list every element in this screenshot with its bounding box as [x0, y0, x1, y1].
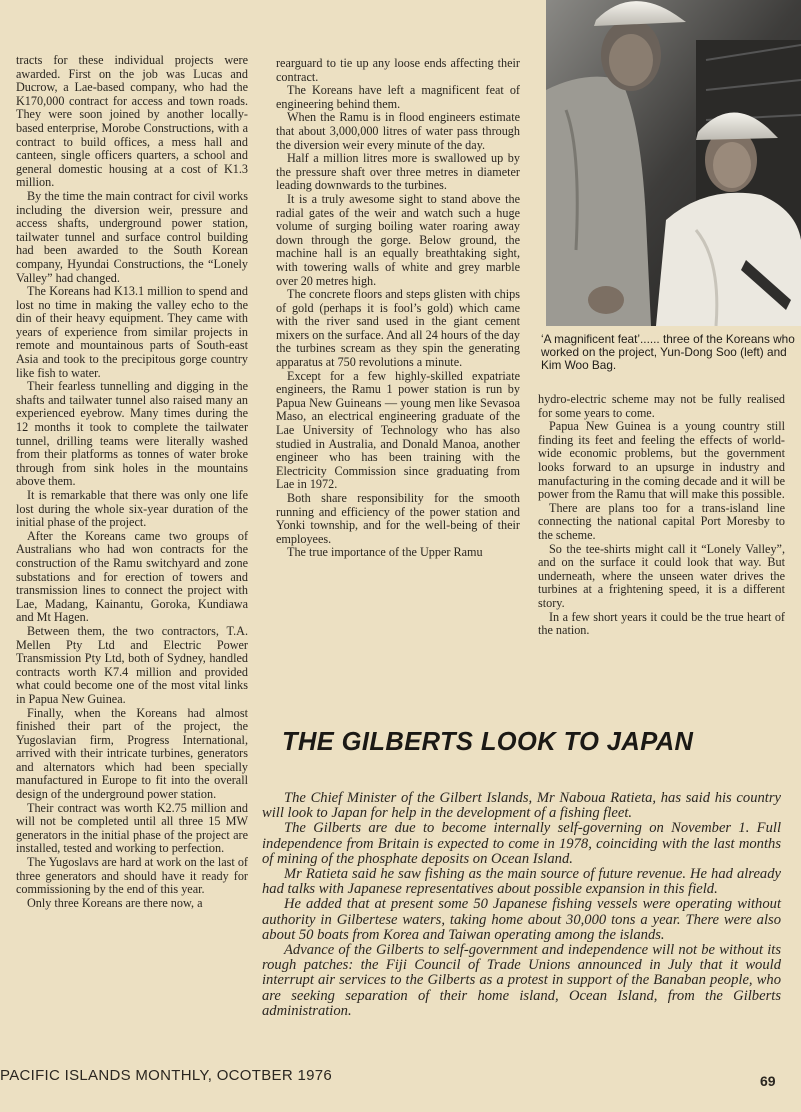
paragraph: hydro-electric scheme may not be fully realised for some years to come. — [538, 392, 785, 420]
paragraph: In a few short years it could be the true heart of the nation. — [538, 609, 785, 638]
page-number: 69 — [760, 1073, 776, 1089]
paragraph: The Yugoslavs are hard at work on the last of three generators and should have it ready for commissioning by the end of this year. — [16, 855, 248, 897]
paragraph: rearguard to tie up any loose ends affecting their contract. — [276, 56, 520, 84]
paragraph: Half a million litres more is swallowed up by the pressure shaft over three metres in diameter leading downwards to the turbines. — [276, 151, 520, 193]
paragraph: The Koreans have left a magnificent feat of engineering behind them. — [276, 83, 520, 111]
paragraph: tracts for these individual projects were awarded. First on the job was Lucas and Ducrow, a Lae-based company, who had the K170,000 contract for access and town roads. They were soon joined by another locally-based enterprise, Morobe Constructions, with a contract to build offices, a mess hall and canteen, single officers quarters, a school and general domestic housing at a cost of K1.3 million. — [16, 53, 248, 190]
paragraph: Mr Ratieta said he saw fishing as the main source of future revenue. He had already had talks with Japanese representatives about possible expansion in this field. — [262, 866, 781, 898]
paragraph: Their contract was worth K2.75 million and will not be completed until all three 15 MW generators in the initial phase of the project are installed, tested and working to perfection. — [16, 800, 248, 856]
photo-caption: ‘A magnificent feat’...... three of the Koreans who worked on the project, Yun-Dong Soo (left) and Kim Woo Bag. — [541, 332, 795, 373]
article-column-1 — [16, 54, 248, 910]
paragraph: The Chief Minister of the Gilbert Islands, Mr Naboua Ratieta, has said his country will look to Japan for help in the development of a fishing fleet. — [262, 790, 781, 822]
korean-workers-photo — [546, 0, 801, 326]
paragraph: Papua New Guinea is a young country still finding its feet and feeling the effects of world-wide economic problems, but the government looks forward to an upsurge in industry and manufacturing in the coming decade and it will be power from the Ramu that will make this possible. — [538, 419, 785, 502]
photo-illustration — [546, 0, 801, 326]
paragraph: The Koreans had K13.1 million to spend and lost no time in making the valley echo to the din of their heavy equipment. They came with years of experience from similar projects in remote and mountainous parts of South-east Asia and took to the precipitous gorge country like fish to water. — [16, 284, 248, 380]
paragraph: Only three Koreans are there now, a — [27, 895, 203, 910]
paragraph: The concrete floors and steps glisten with chips of gold (perhaps it is fool’s gold) which came with the river sand used in the giant cement mixers on the surface. And all 24 hours of the day the turbines scream as they spin the generating apparatus at 750 revolutions a minute. — [276, 287, 520, 370]
footer-publication: PACIFIC ISLANDS MONTHLY, OCOTBER 1976 — [0, 1067, 333, 1084]
paragraph: So the tee-shirts might call it “Lonely Valley”, and on the surface it could look that way. But underneath, where the unseen water drives the turbines at a frightening speed, it is a different story. — [538, 541, 785, 610]
paragraph: There are plans too for a trans-island line connecting the national capital Port Moresby to the scheme. — [538, 500, 785, 542]
paragraph: Except for a few highly-skilled expatriate engineers, the Ramu 1 power station is run by Papua New Guineans — young men like Sevasoa Maso, an electrical engineering graduate of the Lae University of Technology who has also studied in Australia, and Donald Manoa, another engineer who has been training with the Electricity Commission since graduating from Lae in 1972. — [276, 368, 520, 492]
paragraph: It is remarkable that there was only one life lost during the whole six-year duration of the initial phase of the project. — [16, 488, 248, 530]
paragraph: Advance of the Gilberts to self-government and independence will not be without its rough patches: the Fiji Council of Trade Unions announced in July that it would interrupt air services to the Gilberts as a protest in support of the Banaban people, who are seeking separation of their home island, Ocean Island, from the Gilberts administration. — [262, 942, 781, 1019]
paragraph: He added that at present some 50 Japanese fishing vessels were operating without authority in Gilbertese waters, taking home about 30,000 tons a year. There were also about 50 boats from Korea and Taiwan operating among the islands. — [262, 896, 781, 943]
paragraph: It is a truly awesome sight to stand above the radial gates of the weir and watch such a huge volume of surging boiling water roaring away down through the gorge. Below ground, the machine hall is an equally breathtaking sight, with towering walls of white and grey marble over 20 metres high. — [276, 191, 520, 288]
paragraph: The Gilberts are due to become internally self-governing on November 1. Full independence from Britain is expected to come in 1978, coinciding with the last months of mining of the phosphate deposits on Ocean Island. — [262, 820, 781, 867]
article-column-3 — [538, 393, 785, 638]
gilberts-headline: THE GILBERTS LOOK TO JAPAN — [282, 728, 694, 756]
paragraph: When the Ramu is in flood engineers estimate that about 3,000,000 litres of water pass through the diversion weir every minute of the day. — [276, 110, 520, 152]
paragraph: By the time the main contract for civil works including the diversion weir, pressure and access shafts, underground power station, tailwater tunnel and surface control building had been awarded to the South Korean company, Hyundai Constructions, the “Lonely Valley” had changed. — [16, 188, 248, 285]
paragraph: Both share responsibility for the smooth running and efficiency of the power station and Yonki township, and for the well-being of their employees. — [276, 491, 520, 546]
paragraph: After the Koreans came two groups of Australians who had won contracts for the construction of the Ramu switchyard and zone substations and for erection of towers and transmission lines to connect the project with Lae, Madang, Kainantu, Goroka, Kundiawa and Mt Hagen. — [16, 528, 248, 625]
article-column-2 — [276, 57, 520, 560]
paragraph: The true importance of the Upper Ramu — [287, 545, 483, 560]
paragraph: Between them, the two contractors, T.A. Mellen Pty Ltd and Electric Power Transmission Pty Ltd, both of Sydney, handled contracts worth K7.4 million and provided what could become one of the most vital links in Papua New Guinea. — [16, 623, 248, 706]
paragraph: Finally, when the Koreans had almost finished their part of the project, the Yugoslavian firm, Progress International, arrived with their intricate turbines, generators and alternators which had been specially manufactured in Europe to fit into the overall design of the underground power station. — [16, 705, 248, 802]
gilberts-article — [262, 791, 781, 1019]
paragraph: Their fearless tunnelling and digging in the shafts and tailwater tunnel also raised many an experienced eyebrow. Many times during the 12 months it took to complete the tailwater tunnel, drilling teams were literally washed from their platforms as tonnes of water broke through from sink holes in the mountains above them. — [16, 379, 248, 489]
